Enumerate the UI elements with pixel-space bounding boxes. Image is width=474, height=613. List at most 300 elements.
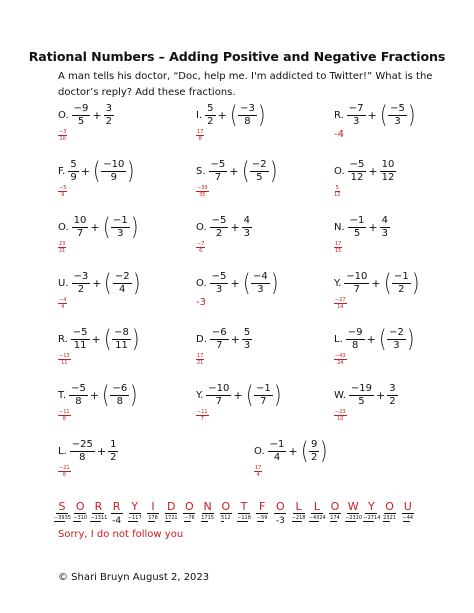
denominator: 3 [394, 115, 401, 127]
problem-expression [196, 265, 279, 301]
code-answer [218, 515, 234, 521]
answer-fraction [196, 353, 204, 366]
code-letter: O [75, 500, 85, 513]
problem-item [58, 153, 136, 189]
numerator: −6 [112, 382, 128, 394]
answer-numerator: −4 [59, 297, 67, 303]
right-paren: ) [132, 269, 141, 297]
denominator: 12 [350, 171, 364, 183]
numerator: −2 [389, 326, 404, 338]
problem-answer [334, 353, 347, 366]
answer-fraction [254, 465, 262, 478]
first-fraction [72, 215, 89, 240]
answer-numerator: −5 [256, 515, 265, 521]
code-underline [202, 513, 214, 514]
code-answer [200, 515, 216, 521]
code-letter: W [347, 500, 359, 513]
code-letter: T [240, 500, 248, 513]
riddle-solution: Sorry, I do not follow you [58, 529, 184, 540]
right-paren: ) [273, 381, 282, 409]
answer-fraction [196, 409, 209, 422]
code-letter: R [94, 500, 103, 513]
problem-answer [196, 241, 205, 254]
plus-sign: + [230, 276, 240, 290]
first-fraction [268, 439, 287, 464]
second-fraction [251, 271, 270, 296]
answer-fraction [58, 185, 67, 198]
code-underline [329, 513, 341, 514]
numerator: −1 [255, 382, 271, 394]
answer-numerator: 5 [221, 515, 225, 521]
problem-letter: O. [196, 221, 207, 233]
answer-fraction [128, 515, 142, 522]
numerator: −8 [114, 326, 129, 338]
answer-fraction [334, 241, 342, 254]
problem-item [254, 433, 329, 469]
numerator: −25 [71, 438, 93, 450]
second-fraction [254, 383, 273, 408]
denominator: 2 [105, 115, 112, 127]
answer-denominator: 35 [64, 515, 71, 521]
answer-denominator: 35 [199, 192, 206, 198]
plus-sign: + [371, 276, 381, 290]
numerator: −5 [349, 158, 365, 170]
problem-answer [196, 353, 204, 366]
code-answer [181, 515, 197, 521]
plus-sign: + [92, 108, 102, 122]
first-fraction [69, 383, 88, 408]
answer-numerator: −13 [90, 515, 101, 521]
answer-denominator: 12 [334, 192, 341, 198]
right-paren: ) [130, 213, 139, 241]
numerator: −9 [347, 326, 363, 338]
answer-denominator: 10 [337, 416, 344, 422]
answer-denominator: 11 [61, 360, 68, 366]
code-answer [309, 515, 325, 521]
plus-sign: + [368, 164, 378, 178]
denominator: 8 [116, 395, 124, 407]
answer-numerator: −43 [335, 353, 346, 359]
code-letter: O [185, 500, 194, 513]
answer-numerator: −21 [291, 515, 303, 521]
problem-expression [58, 153, 136, 189]
answer-fraction [54, 515, 71, 522]
problem-letter: W. [334, 389, 346, 401]
second-fraction [110, 383, 129, 408]
plus-sign: + [90, 220, 100, 234]
denominator: 5 [256, 171, 263, 183]
denominator: 8 [79, 451, 86, 463]
left-paren: ( [245, 381, 254, 409]
problem-expression [58, 265, 141, 301]
code-underline [220, 513, 232, 514]
right-paren: ) [131, 325, 140, 353]
right-paren: ) [320, 437, 328, 465]
problem-item [58, 265, 141, 301]
numerator: −4 [253, 270, 268, 282]
plus-sign: + [91, 332, 101, 346]
problem-answer [58, 129, 67, 142]
code-answer [90, 515, 106, 521]
answer-denominator: 4 [61, 304, 65, 310]
denominator: 2 [110, 451, 117, 463]
numerator: −5 [72, 326, 88, 338]
problem-item [196, 97, 266, 133]
code-letter: S [58, 500, 66, 513]
plus-sign: + [376, 388, 386, 402]
numerator: 3 [389, 382, 396, 394]
answer-denominator: 14 [373, 515, 381, 521]
problem-letter: S. [196, 165, 206, 177]
numerator: 10 [73, 214, 87, 226]
problem-expression [334, 97, 416, 133]
code-letter: U [403, 500, 412, 513]
answer-denominator: 9 [264, 515, 268, 521]
denominator: 4 [273, 451, 281, 463]
answer-denominator: 21 [197, 360, 204, 366]
answer-denominator: 9 [61, 192, 65, 198]
problem-item [334, 153, 396, 189]
problem-letter: L. [58, 445, 67, 457]
first-fraction [210, 271, 229, 296]
answer-fraction [257, 515, 268, 522]
right-paren: ) [127, 157, 135, 185]
problem-expression [334, 209, 390, 245]
plus-sign: + [288, 444, 298, 458]
numerator: 1 [110, 438, 117, 450]
denominator: 2 [389, 395, 396, 407]
answer-denominator: 4 [409, 515, 414, 521]
code-letter: F [259, 500, 266, 513]
problem-letter: U. [58, 277, 69, 289]
left-paren: ( [379, 101, 388, 129]
problem-answer [196, 129, 204, 142]
answer-fraction [58, 409, 71, 422]
code-answer [163, 515, 179, 521]
worksheet-intro: A man tells his doctor, “Doc, help me. I'm addicted to Twitter!” What is the doctor’s reply? Add these fractions. [58, 71, 433, 98]
answer-denominator: 6 [191, 515, 195, 521]
answer-numerator: −11 [237, 515, 248, 521]
code-letter: L [295, 500, 302, 513]
code-answer [72, 515, 88, 521]
left-paren: ( [92, 157, 101, 185]
problem-item [196, 209, 252, 245]
denominator: 7 [76, 227, 84, 239]
problem-answer [58, 185, 67, 198]
answer-numerator: −43 [308, 515, 320, 521]
answer-denominator: 10 [59, 136, 66, 142]
right-paren: ) [270, 269, 279, 297]
first-fraction [348, 159, 367, 184]
answer-fraction [383, 515, 396, 522]
problem-expression [58, 321, 140, 357]
second-fraction [101, 159, 126, 184]
numerator: −5 [211, 270, 227, 282]
second-fraction [104, 103, 114, 128]
answer-numerator: 5 [335, 185, 339, 191]
answer-denominator: 15 [207, 515, 214, 521]
answer-fraction [345, 515, 362, 522]
answer-numerator: 17 [148, 515, 155, 521]
denominator: 3 [117, 227, 124, 239]
problem-expression [58, 209, 139, 245]
problem-answer [254, 465, 262, 478]
answer-fraction [309, 515, 326, 522]
code-letter: O [276, 500, 285, 513]
problem-expression [58, 97, 114, 133]
answer-fraction [196, 185, 209, 198]
problem-letter: D. [196, 333, 207, 345]
code-underline [129, 513, 141, 514]
first-fraction [348, 215, 367, 240]
problem-item [196, 377, 282, 413]
answer-denominator: 4 [336, 515, 340, 521]
code-underline [92, 513, 104, 514]
code-underline [111, 513, 123, 514]
numerator: −1 [349, 214, 365, 226]
code-letter: R [112, 500, 121, 513]
second-fraction [380, 159, 397, 184]
problem-answer [196, 409, 209, 422]
second-fraction [108, 439, 118, 464]
second-fraction [388, 103, 407, 128]
answer-denominator: 8 [198, 136, 202, 142]
code-answer [382, 515, 398, 521]
problem-letter: Y. [196, 389, 204, 401]
denominator: 8 [75, 395, 82, 407]
code-underline [347, 513, 359, 514]
answer-denominator: 8 [154, 515, 158, 521]
answer-fraction [196, 129, 204, 142]
denominator: 3 [215, 283, 223, 295]
answer-denominator: 11 [100, 515, 108, 521]
problem-item [334, 97, 416, 133]
problem-answer [58, 465, 71, 478]
denominator: 7 [260, 395, 267, 407]
code-answer [145, 515, 161, 521]
answer-numerator: 17 [330, 515, 337, 521]
answer-fraction [73, 515, 87, 522]
answer-denominator: 14 [337, 304, 344, 310]
code-letter: L [313, 500, 320, 513]
answer-numerator: −11 [59, 409, 70, 415]
problem-expression [334, 321, 415, 357]
numerator: −3 [73, 270, 89, 282]
problem-answer: -3 [196, 297, 206, 308]
answer-numerator: −21 [59, 465, 70, 471]
answer-numerator: −27 [335, 297, 346, 303]
numerator: −1 [112, 214, 128, 226]
denominator: 9 [70, 171, 77, 183]
numerator: 5 [243, 326, 251, 338]
problem-item [58, 97, 114, 133]
answer-fraction [58, 465, 71, 478]
answer-denominator: 21 [389, 515, 396, 521]
plus-sign: + [366, 332, 376, 346]
denominator: 8 [244, 115, 251, 127]
numerator: −10 [208, 382, 230, 394]
answer-numerator: −39 [54, 515, 65, 521]
right-paren: ) [411, 269, 420, 297]
denominator: 5 [358, 395, 365, 407]
problem-expression [334, 377, 398, 413]
numerator: −5 [71, 382, 86, 394]
problem-answer: -4 [334, 129, 344, 140]
problem-letter: R. [334, 109, 344, 121]
code-underline [238, 513, 250, 514]
answer-numerator: 23 [59, 241, 66, 247]
denominator: 11 [115, 339, 128, 351]
left-paren: ( [104, 269, 112, 297]
problem-item [196, 153, 278, 189]
numerator: 5 [207, 102, 214, 114]
right-paren: ) [269, 157, 278, 185]
numerator: −7 [348, 102, 364, 114]
answer-fraction [403, 515, 414, 522]
denominator: 3 [393, 339, 400, 351]
numerator: 9 [311, 438, 318, 450]
denominator: 3 [381, 227, 389, 239]
plus-sign: + [230, 332, 240, 346]
second-fraction [380, 215, 390, 240]
denominator: 7 [215, 395, 222, 407]
second-fraction [113, 271, 132, 296]
right-paren: ) [406, 325, 415, 353]
numerator: −10 [346, 270, 368, 282]
denominator: 7 [353, 283, 360, 295]
problem-expression [334, 265, 420, 301]
denominator: 3 [352, 115, 360, 127]
problem-expression [196, 97, 266, 133]
answer-numerator: 17 [164, 515, 172, 521]
answer-fraction [58, 129, 67, 142]
problem-letter: T. [58, 389, 67, 401]
answer-fraction [221, 515, 231, 522]
answer-fraction [334, 297, 347, 310]
worksheet-title: Rational Numbers – Adding Positive and Negative Fractions [28, 49, 446, 64]
problem-expression [254, 433, 329, 469]
plus-sign: + [233, 388, 243, 402]
first-fraction [346, 327, 365, 352]
answer-denominator: 21 [171, 515, 178, 521]
problem-letter: O. [58, 109, 69, 121]
answer-fraction [334, 409, 347, 422]
second-fraction [242, 215, 252, 240]
first-fraction [209, 159, 228, 184]
answer-fraction [165, 515, 178, 522]
answer-denominator: 10 [355, 515, 363, 521]
code-answer: -4 [112, 516, 122, 526]
code-letter: O [330, 500, 340, 513]
denominator: 9 [110, 171, 118, 183]
denominator: 2 [311, 451, 318, 463]
code-underline [74, 513, 86, 514]
numerator: 4 [381, 214, 389, 226]
answer-numerator: 17 [197, 353, 204, 359]
answer-numerator: −13 [59, 353, 70, 359]
problem-answer [334, 185, 340, 198]
answer-denominator: 8 [302, 515, 306, 521]
first-fraction [344, 271, 369, 296]
answer-denominator: 12 [224, 515, 231, 521]
code-letter: N [203, 500, 212, 513]
first-fraction [210, 327, 229, 352]
problem-expression [334, 153, 396, 189]
second-fraction [387, 327, 406, 352]
code-underline [402, 513, 414, 514]
second-fraction [111, 215, 130, 240]
answer-numerator: −23 [345, 515, 356, 521]
numerator: −10 [103, 158, 125, 170]
code-letter: O [385, 500, 394, 513]
problem-item [58, 209, 139, 245]
numerator: −1 [393, 270, 409, 282]
numerator: −5 [210, 158, 226, 170]
code-underline [183, 513, 195, 514]
answer-fraction [196, 241, 205, 254]
denominator: 2 [77, 283, 85, 295]
plus-sign: + [368, 220, 378, 234]
code-underline [293, 513, 305, 514]
left-paren: ( [103, 325, 112, 353]
answer-fraction [363, 515, 380, 522]
code-letter: O [221, 500, 231, 513]
first-fraction [347, 103, 366, 128]
answer-numerator: 17 [201, 515, 208, 521]
answer-numerator: −3 [73, 515, 81, 521]
answer-fraction [201, 515, 214, 522]
code-answer [291, 515, 307, 521]
right-paren: ) [130, 381, 138, 409]
answer-numerator: 23 [383, 515, 390, 521]
answer-denominator: 8 [247, 515, 251, 521]
plus-sign: + [96, 444, 107, 458]
denominator: 5 [353, 227, 361, 239]
answer-numerator: 17 [197, 129, 204, 135]
numerator: −2 [114, 270, 130, 282]
plus-sign: + [80, 164, 90, 178]
numerator: 10 [381, 158, 395, 170]
answer-fraction [90, 515, 107, 522]
code-letter: Y [368, 500, 375, 513]
numerator: −1 [269, 438, 285, 450]
answer-numerator: −7 [184, 515, 192, 521]
denominator: 3 [257, 283, 264, 295]
code-underline [256, 513, 268, 514]
answer-denominator: 10 [80, 515, 88, 521]
first-fraction [68, 159, 78, 184]
numerator: 3 [105, 102, 112, 114]
second-fraction [250, 159, 269, 184]
code-underline [274, 513, 286, 514]
code-underline [384, 513, 396, 514]
answer-numerator: −4 [402, 515, 410, 521]
answer-denominator: 24 [337, 360, 344, 366]
problem-letter: O. [58, 221, 69, 233]
first-fraction [70, 439, 95, 464]
numerator: −5 [211, 214, 227, 226]
answer-fraction [292, 515, 306, 522]
denominator: 11 [73, 339, 87, 351]
code-letter: D [166, 500, 176, 513]
code-underline [147, 513, 159, 514]
right-paren: ) [407, 101, 416, 129]
answer-fraction [330, 515, 340, 522]
problem-answer [58, 297, 67, 310]
code-answer [127, 515, 143, 521]
problem-letter: L. [334, 333, 343, 345]
answer-numerator: −5 [59, 185, 67, 191]
